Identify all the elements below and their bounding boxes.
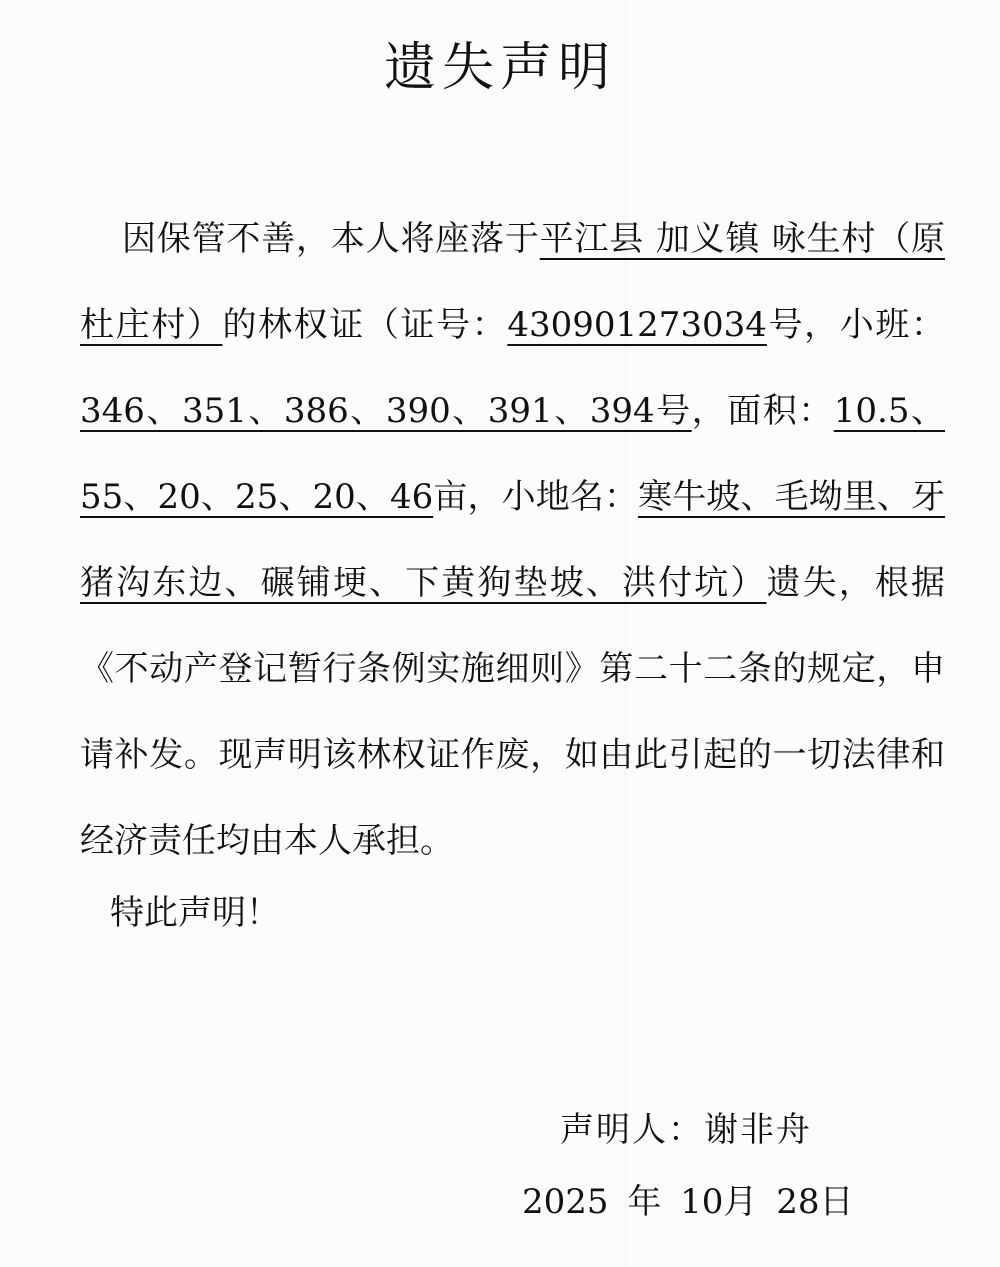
forest-location: 平江县 加义镇 咏生村（原杜庄村） — [80, 219, 945, 345]
plot-areas: 10.5、55、20、25、20、46 — [80, 391, 946, 517]
body-area-label: ，面积： — [691, 391, 834, 431]
plot-numbers: 346、351、386、390、391、394号 — [80, 391, 692, 431]
body-plot-label: 号，小班： — [766, 305, 946, 345]
closing-statement: 特此声明！ — [110, 893, 280, 933]
body-intro: 因保管不善，本人将座落于 — [122, 219, 540, 259]
certificate-number: 430901273034 — [507, 305, 767, 345]
place-names: 寒牛坡、毛坳里、牙猪沟东边、碾铺埂、下黄狗垫坡、洪付坑） — [80, 477, 946, 603]
body-cert-label: 的林权证（证号： — [222, 305, 508, 345]
signer-line: 声明人：谢非舟 — [560, 1110, 812, 1150]
signature-date: 2025 年 10月 28日 — [522, 1182, 854, 1222]
statement-body — [80, 196, 945, 884]
document-title: 遗失声明 — [383, 38, 616, 98]
body-conclusion: 遗失，根据《不动产登记暂行条例实施细则》第二十二条的规定，申请补发。现声明该林权证作废，如由此引起的一切法律和经济责任均由本人承担。 — [80, 563, 946, 861]
body-place-label: 亩，小地名： — [433, 477, 639, 517]
